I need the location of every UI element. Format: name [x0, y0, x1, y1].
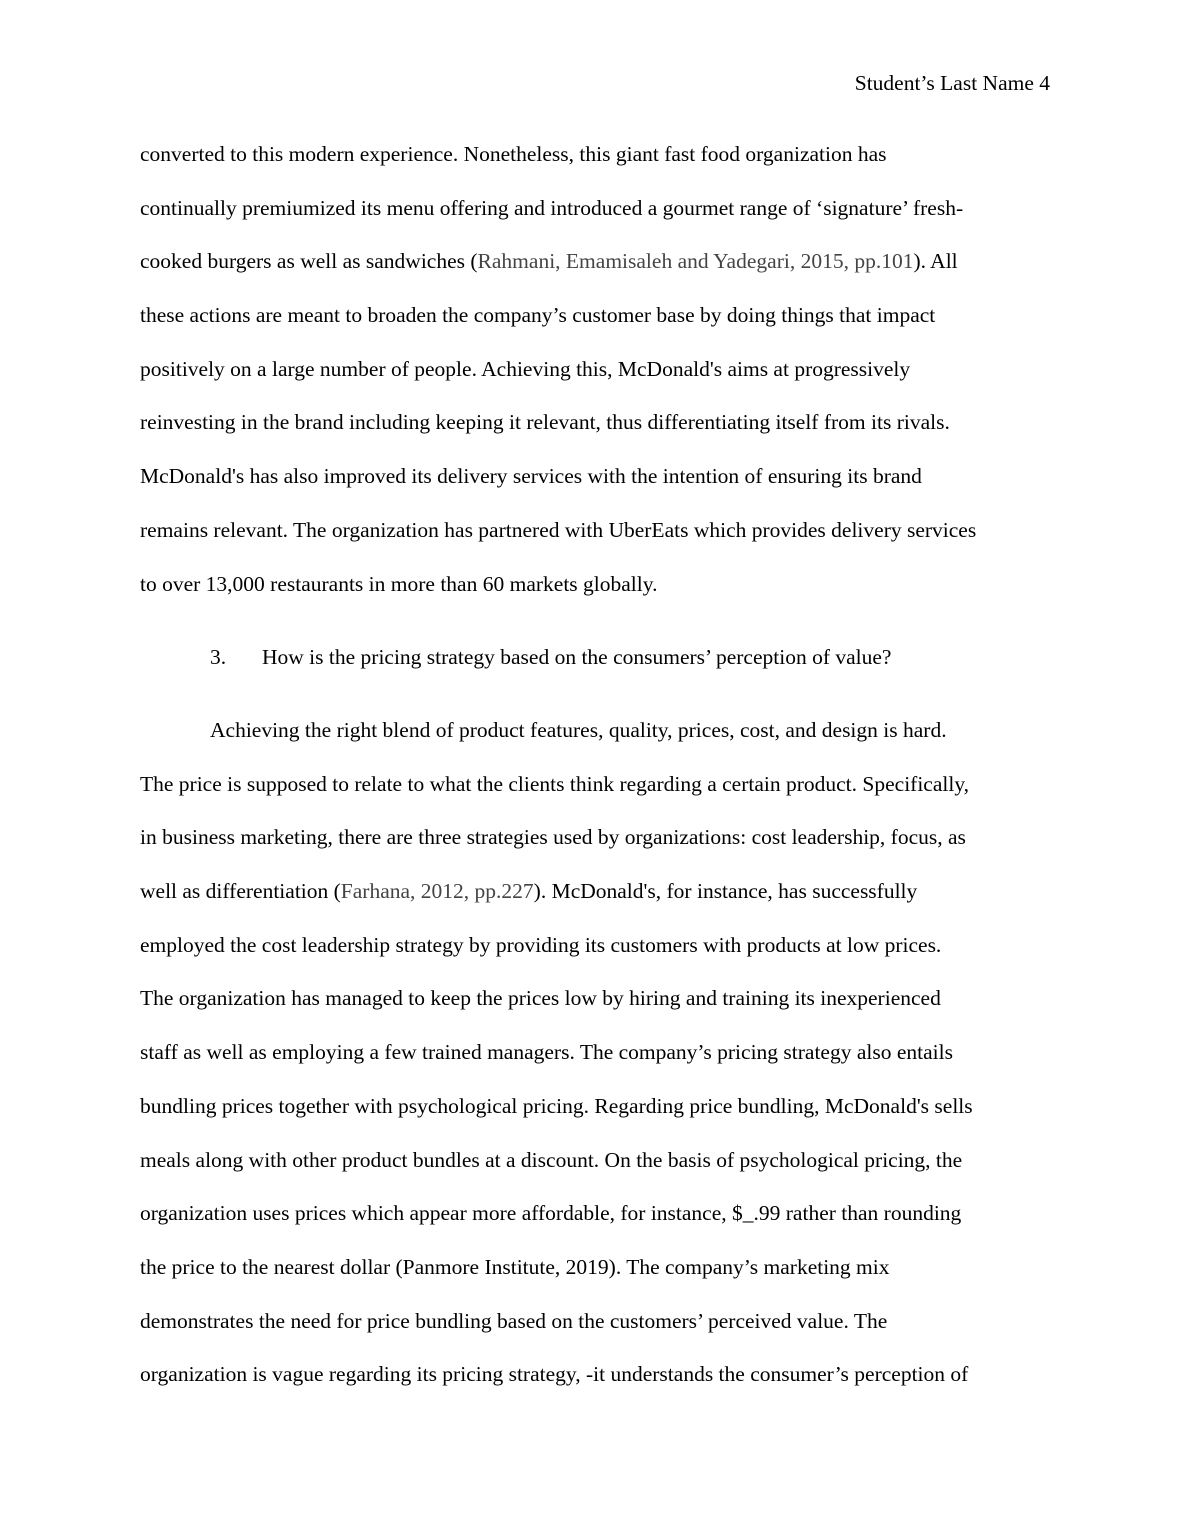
paragraph-line: The organization has managed to keep the prices low by hiring and training its inexperienced [140, 986, 941, 1011]
paragraph-line: The price is supposed to relate to what the clients think regarding a certain product. Specifically, [140, 771, 970, 796]
paragraph-line: McDonald's has also improved its delivery services with the intention of ensuring its brand [140, 464, 922, 489]
running-head: Student’s Last Name 4 [854, 71, 1050, 95]
paragraph-line: to over 13,000 restaurants in more than 60 markets globally. [140, 571, 658, 596]
paragraph-line: reinvesting in the brand including keeping it relevant, thus differentiating itself from its rivals. [140, 410, 950, 435]
paragraph-line: staff as well as employing a few trained managers. The company’s pricing strategy also entails [140, 1040, 953, 1065]
paragraph-1 [140, 139, 1050, 622]
citation: Rahmani, Emamisaleh and Yadegari, 2015, pp.101 [477, 249, 914, 274]
paragraph-line: continually premiumized its menu offering and introduced a gourmet range of ‘signature’ fresh- [140, 195, 964, 220]
paragraph-line: positively on a large number of people. Achieving this, McDonald's aims at progressively [140, 356, 911, 381]
paragraph-line [140, 246, 1050, 300]
paragraph-line: bundling prices together with psychological pricing. Regarding price bundling, McDonald's sells [140, 1093, 973, 1118]
paragraph-line: converted to this modern experience. Nonetheless, this giant fast food organization has [140, 142, 887, 166]
question-text: How is the pricing strategy based on the consumers’ perception of value? [262, 645, 892, 669]
paragraph-line: employed the cost leadership strategy by providing its customers with products at low prices. [140, 932, 942, 957]
question-number: 3. [210, 645, 227, 669]
text-segment: cooked burgers as well as sandwiches ( [140, 249, 478, 274]
paragraph-line: demonstrates the need for price bundling based on the customers’ perceived value. The [140, 1308, 888, 1333]
paragraph-line: remains relevant. The organization has partnered with UberEats which provides delivery services [140, 517, 977, 542]
paragraph-line: organization uses prices which appear more affordable, for instance, $_.99 rather than rounding [140, 1201, 962, 1226]
paragraph-2 [140, 715, 1050, 1413]
paragraph-line [140, 876, 1050, 930]
paragraph-line: Achieving the right blend of product features, quality, prices, cost, and design is hard. [210, 718, 947, 742]
paragraph-line: organization is vague regarding its pricing strategy, -it understands the consumer’s perception of [140, 1362, 969, 1387]
paragraph-line: the price to the nearest dollar (Panmore Institute, 2019). The company’s marketing mix [140, 1254, 890, 1279]
paragraph-line: in business marketing, there are three strategies used by organizations: cost leadership, focus, as [140, 825, 966, 850]
text-segment: ). McDonald's, for instance, has successfully [533, 879, 918, 904]
text-segment: ). All [913, 249, 958, 274]
paragraph-line: meals along with other product bundles at a discount. On the basis of psychological pricing, the [140, 1147, 963, 1172]
question-heading [210, 642, 891, 672]
text-segment: well as differentiation ( [140, 879, 341, 904]
paragraph-line: these actions are meant to broaden the company’s customer base by doing things that impact [140, 303, 936, 328]
citation: Farhana, 2012, pp.227 [340, 879, 534, 904]
